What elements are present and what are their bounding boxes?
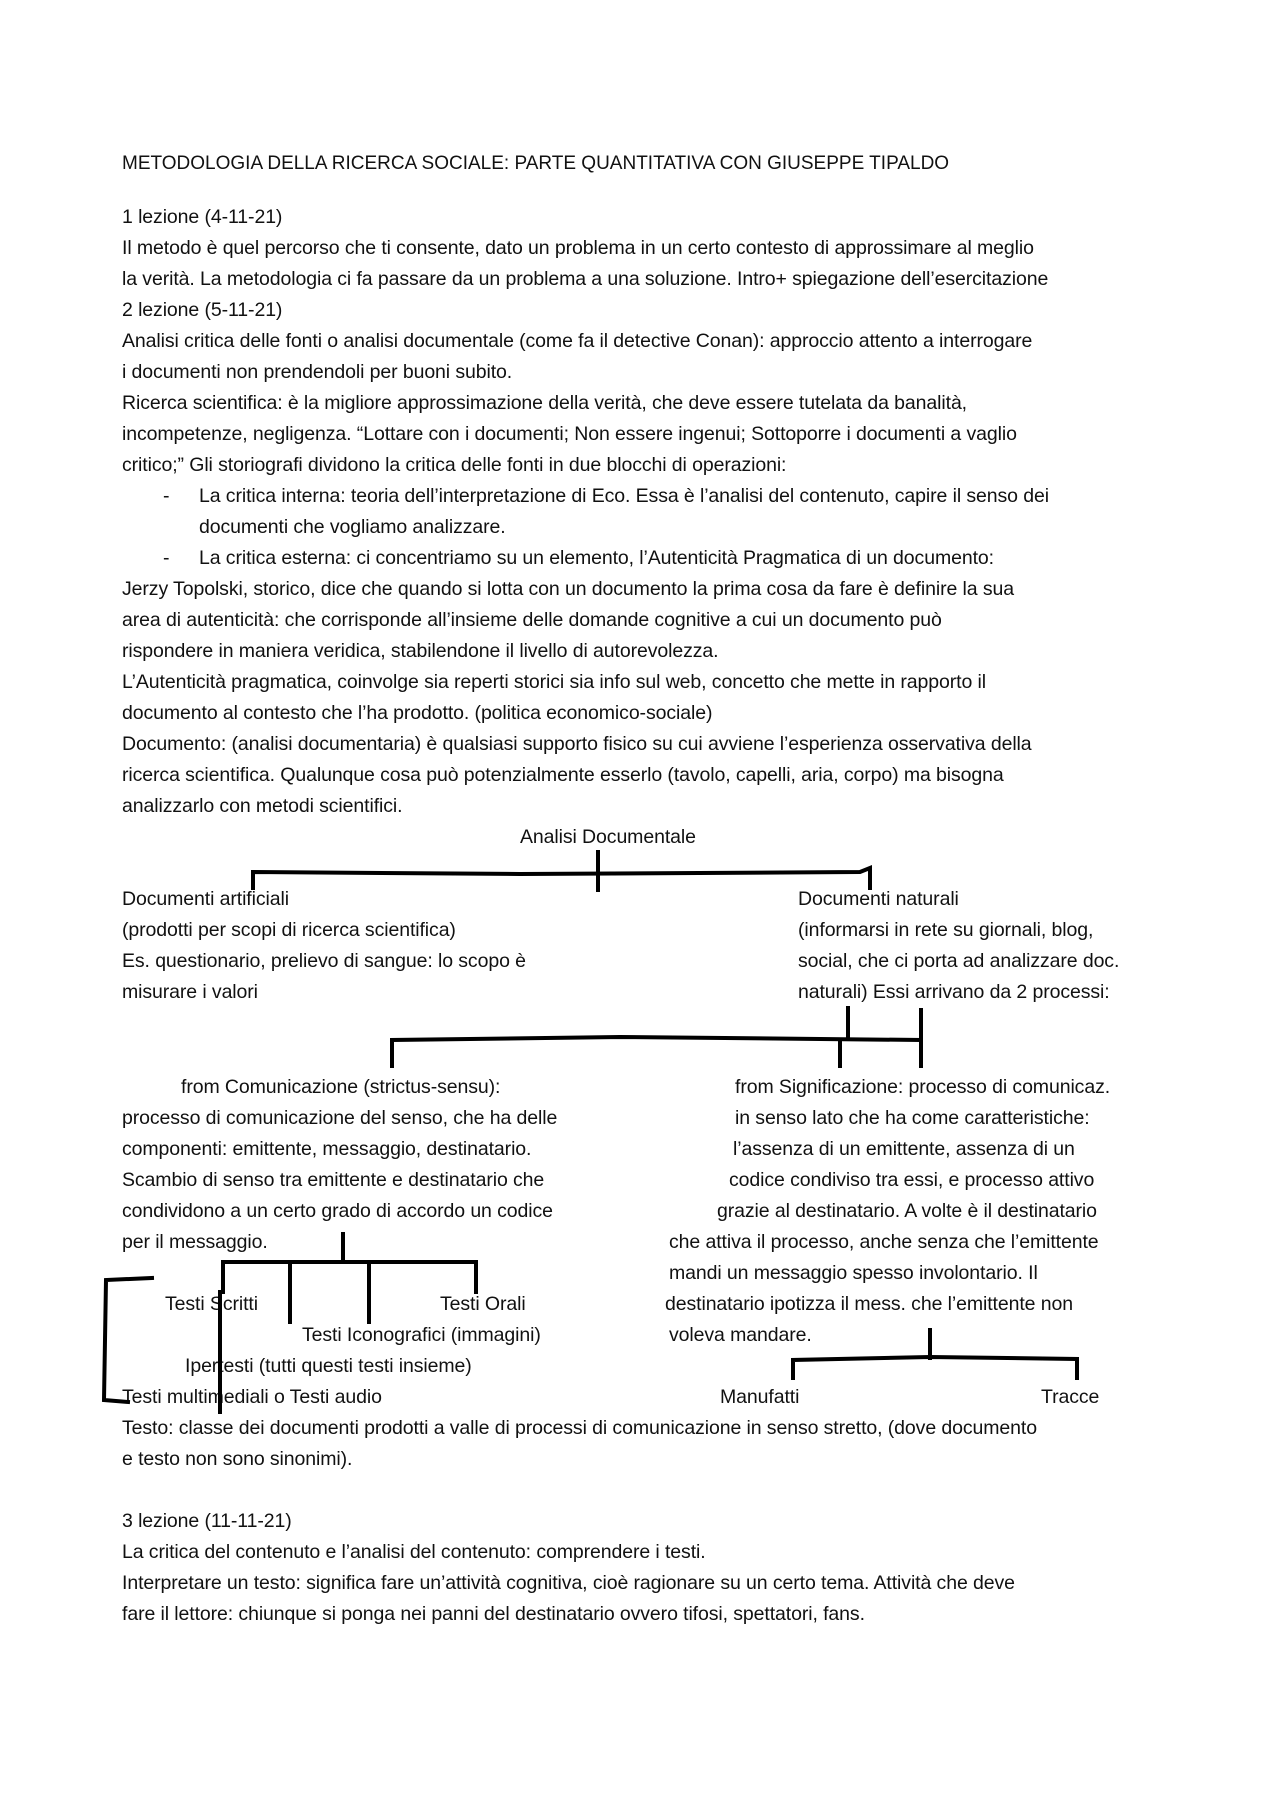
diagram-comunicazione: componenti: emittente, messaggio, destinatario.: [122, 1138, 532, 1160]
diagram-significazione: codice condiviso tra essi, e processo attivo: [729, 1169, 1095, 1191]
diagram-natural: social, che ci porta ad analizzare doc.: [798, 950, 1120, 972]
diagram-comunicazione: from Comunicazione (strictus-sensu):: [181, 1076, 501, 1098]
text-line: Jerzy Topolski, storico, dice che quando si lotta con un documento la prima cosa da fare è definire la sua: [122, 578, 1014, 600]
diagram-tracce: Tracce: [1041, 1386, 1100, 1408]
diagram-significazione: l’assenza di un emittente, assenza di un: [733, 1138, 1075, 1160]
diagram-significazione: che attiva il processo, anche senza che l’emittente: [669, 1231, 1099, 1253]
diagram-significazione: voleva mandare.: [669, 1324, 812, 1346]
text-line: 3 lezione (11-11-21): [122, 1510, 292, 1532]
text-line: Interpretare un testo: significa fare un’attività cognitiva, cioè ragionare su un certo tema. Attività che deve: [122, 1572, 1015, 1594]
connector-root-bracket: [253, 868, 870, 888]
bullet-line: La critica interna: teoria dell’interpretazione di Eco. Essa è l’analisi del contenuto, capire il senso dei: [199, 485, 1049, 507]
diagram-natural: naturali) Essi arrivano da 2 processi:: [798, 981, 1110, 1003]
text-line: Analisi critica delle fonti o analisi documentale (come fa il detective Conan): approccio attento a interrogare: [122, 330, 1033, 352]
diagram-testi-orali: Testi Orali: [440, 1293, 526, 1315]
text-line: incompetenze, negligenza. “Lottare con i documenti; Non essere ingenui; Sottoporre i documenti a vaglio: [122, 423, 1017, 445]
text-line: L’Autenticità pragmatica, coinvolge sia reperti storici sia info sul web, concetto che mette in rapporto il: [122, 671, 986, 693]
document-title: METODOLOGIA DELLA RICERCA SOCIALE: PARTE QUANTITATIVA CON GIUSEPPE TIPALDO: [122, 153, 950, 174]
diagram-artificial: (prodotti per scopi di ricerca scientifica): [122, 919, 456, 941]
diagram-testi-multimediali: Testi multimediali o Testi audio: [122, 1386, 382, 1408]
text-line: critico;” Gli storiografi dividono la critica delle fonti in due blocchi di operazioni:: [122, 454, 787, 476]
text-line: documento al contesto che l’ha prodotto. (politica economico-sociale): [122, 702, 713, 724]
text-line: area di autenticità: che corrisponde all’insieme delle domande cognitive a cui un documento può: [122, 609, 942, 631]
text-line: rispondere in maniera veridica, stabilendone il livello di autorevolezza.: [122, 640, 719, 662]
diagram-comunicazione: per il messaggio.: [122, 1231, 268, 1253]
text-line: 1 lezione (4-11-21): [122, 206, 283, 228]
diagram-significazione: from Significazione: processo di comunicaz.: [735, 1076, 1111, 1098]
text-line: Testo: classe dei documenti prodotti a valle di processi di comunicazione in senso stretto, (dove documento: [122, 1417, 1037, 1439]
diagram-artificial: Es. questionario, prelievo di sangue: lo scopo è: [122, 950, 526, 972]
connector-multimediali: [104, 1278, 152, 1402]
text-line: Documento: (analisi documentaria) è qualsiasi supporto fisico su cui avviene l’esperienza osservativa della: [122, 733, 1032, 755]
diagram-significazione: mandi un messaggio spesso involontario. Il: [669, 1262, 1038, 1284]
text-line: ricerca scientifica. Qualunque cosa può potenzialmente esserlo (tavolo, capelli, aria, corpo) ma bisogna: [122, 764, 1004, 786]
diagram-comunicazione: processo di comunicazione del senso, che ha delle: [122, 1107, 558, 1129]
diagram-natural: Documenti naturali: [798, 888, 959, 910]
text-line: analizzarlo con metodi scientifici.: [122, 795, 403, 817]
bullet-line: documenti che vogliamo analizzare.: [199, 516, 506, 538]
bullet-line: La critica esterna: ci concentriamo su un elemento, l’Autenticità Pragmatica di un documento:: [199, 547, 994, 569]
text-line: La critica del contenuto e l’analisi del contenuto: comprendere i testi.: [122, 1541, 706, 1563]
bullet-dash: -: [163, 547, 170, 569]
diagram-testi-scritti: Testi Scritti: [165, 1293, 258, 1315]
diagram-comunicazione: Scambio di senso tra emittente e destinatario che: [122, 1169, 545, 1191]
diagram-significazione: in senso lato che ha come caratteristiche:: [735, 1107, 1090, 1129]
text-line: i documenti non prendendoli per buoni subito.: [122, 361, 513, 383]
diagram-testi-iconografici: Testi Iconografici (immagini): [302, 1324, 541, 1346]
text-line: la verità. La metodologia ci fa passare da un problema a una soluzione. Intro+ spiegazione dell’esercitazione: [122, 268, 1049, 290]
diagram-ipertesti: Ipertesti (tutti questi testi insieme): [185, 1355, 472, 1377]
diagram-artificial: Documenti artificiali: [122, 888, 289, 910]
bullet-dash: -: [163, 485, 170, 507]
diagram-natural: (informarsi in rete su giornali, blog,: [798, 919, 1094, 941]
text-line: Il metodo è quel percorso che ti consente, dato un problema in un certo contesto di approssimare al meglio: [122, 237, 1034, 259]
diagram-significazione: destinatario ipotizza il mess. che l’emittente non: [665, 1293, 1073, 1315]
diagram-root: Analisi Documentale: [520, 826, 696, 848]
diagram-comunicazione: condividono a un certo grado di accordo un codice: [122, 1200, 553, 1222]
diagram-manufatti: Manufatti: [720, 1386, 800, 1408]
diagram-significazione: grazie al destinatario. A volte è il destinatario: [717, 1200, 1097, 1222]
text-line: e testo non sono sinonimi).: [122, 1448, 353, 1470]
diagram-artificial: misurare i valori: [122, 981, 258, 1003]
text-line: fare il lettore: chiunque si ponga nei panni del destinatario ovvero tifosi, spettatori, fans.: [122, 1603, 865, 1625]
text-line: 2 lezione (5-11-21): [122, 299, 283, 321]
connector-significazione-bracket: [793, 1357, 1077, 1378]
text-line: Ricerca scientifica: è la migliore approssimazione della verità, che deve essere tutelata da banalità,: [122, 392, 968, 414]
